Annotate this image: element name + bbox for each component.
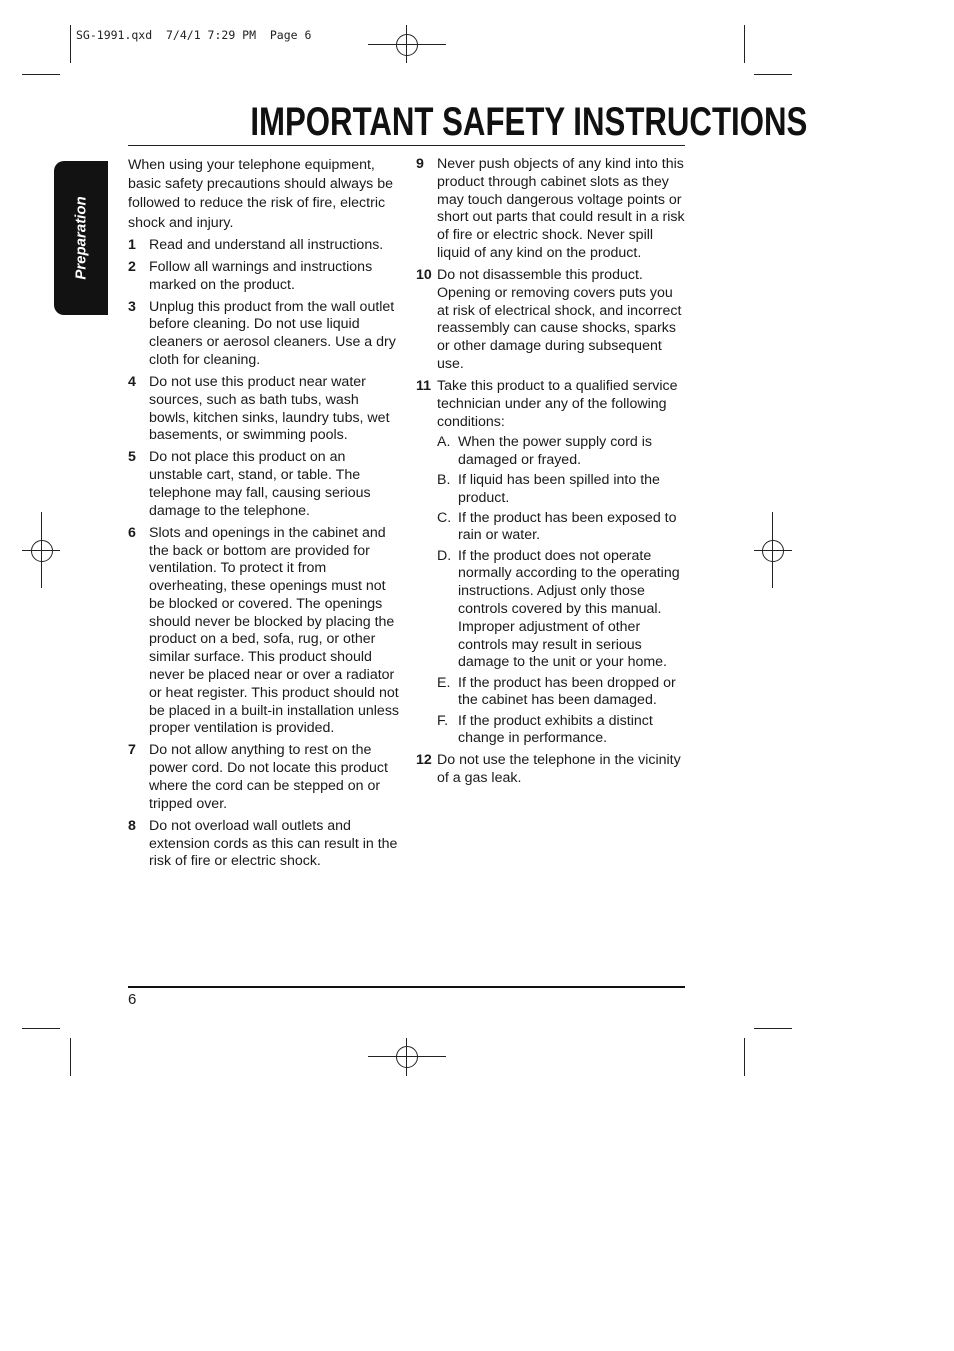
condition-item [437, 713, 688, 749]
instruction-list-left [128, 237, 400, 871]
condition-letter: C. [437, 509, 452, 526]
instruction-number: 4 [128, 373, 136, 390]
footer-rule [128, 986, 685, 988]
instruction-item [128, 818, 400, 871]
instruction-number: 2 [128, 258, 136, 275]
condition-text: When the power supply cord is damaged or frayed. [458, 433, 652, 468]
page-number: 6 [128, 991, 137, 1008]
condition-text: If liquid has been spilled into the product. [458, 471, 660, 506]
condition-item [437, 510, 688, 546]
instruction-number: 3 [128, 298, 136, 315]
instruction-text: Do not overload wall outlets and extension cords as this can result in the risk of fire or electric shock. [149, 817, 398, 870]
right-column [416, 156, 688, 792]
instruction-number: 12 [416, 752, 432, 769]
condition-item [437, 675, 688, 711]
condition-list [437, 434, 688, 749]
condition-text: If the product has been dropped or the cabinet has been damaged. [458, 674, 676, 709]
instruction-item [128, 742, 400, 813]
instruction-item [128, 374, 400, 445]
instruction-list-right [416, 156, 688, 788]
condition-item [437, 472, 688, 508]
instruction-text: Do not use this product near water sources, such as bath tubs, wash bowls, kitchen sinks, laundry tubs, wet basements, or swimming pools. [149, 373, 390, 444]
instruction-text: Never push objects of any kind into this product through cabinet slots as they may touch dangerous voltage points or short out parts that could result in a risk of fire or electric shock. Never spill liquid of any kind on the product. [437, 156, 685, 261]
instruction-text: Unplug this product from the wall outlet before cleaning. Do not use liquid cleaners or aerosol cleaners. Use a dry cloth for cleaning. [149, 298, 396, 368]
instruction-number: 9 [416, 156, 424, 172]
instruction-number: 6 [128, 524, 136, 541]
intro-paragraph: When using your telephone equipment, basic safety precautions should always be followed to reduce the risk of fire, electric shock and injury. [128, 157, 393, 231]
instruction-item [416, 267, 688, 374]
title-rule [128, 145, 685, 146]
condition-letter: E. [437, 674, 451, 691]
instruction-text: Follow all warnings and instructions marked on the product. [149, 258, 373, 293]
instruction-text: Do not use the telephone in the vicinity of a gas leak. [437, 752, 681, 787]
condition-letter: D. [437, 547, 452, 564]
instruction-text: Read and understand all instructions. [149, 236, 384, 253]
condition-text: If the product has been exposed to rain or water. [458, 509, 677, 544]
condition-text: If the product does not operate normally according to the operating instructions. Adjust only those controls covered by this manual. Improper adjustment of other controls may result in serious damage to the unit or your home. [458, 547, 680, 671]
print-slug: SG-1991.qxd 7/4/1 7:29 PM Page 6 [76, 28, 312, 42]
instruction-item [416, 378, 688, 748]
instruction-number: 8 [128, 817, 136, 834]
instruction-number: 11 [416, 377, 431, 394]
instruction-text: Do not disassemble this product. Opening or removing covers puts you at risk of electrical shock, and incorrect reassembly can cause shocks, sparks or other damage during subsequent use. [437, 266, 682, 372]
condition-letter: A. [437, 433, 451, 450]
instruction-text: Take this product to a qualified service technician under any of the following conditions: A. When the power supply cord is damaged or frayed. B. If liquid has been spilled into the product. C. If the product has been exposed to rain or water. D. If the product does not operate normally according to the operating instructions. Adjust only those controls covered by this manual. Improper adjustment of other controls may result in serious damage to the unit or your home. E. If the product has been dropped or the cabinet has been damaged. F. If the product exhibits a distinct change in performance. [437, 378, 688, 748]
condition-item [437, 548, 688, 673]
page-title: IMPORTANT SAFETY INSTRUCTIONS [250, 100, 808, 144]
section-tab-label: Preparation [72, 196, 90, 280]
instruction-number: 10 [416, 266, 432, 283]
instruction-text: Slots and openings in the cabinet and the back or bottom are provided for ventilation. To protect it from overheating, these openings must not be blocked or covered. The openings should never be blocked by placing the product on a bed, sofa, rug, or other similar surface. This product should never be placed near or over a radiator or heat register. This product should not be placed in a built-in installation unless proper ventilation is provided. [149, 524, 400, 737]
instruction-text: Do not place this product on an unstable cart, stand, or table. The telephone may fall, causing serious damage to the telephone. [149, 449, 371, 519]
instruction-number: 7 [128, 742, 136, 759]
instruction-item [128, 299, 400, 370]
condition-text: If the product exhibits a distinct change in performance. [458, 712, 653, 747]
instruction-item [416, 752, 688, 788]
instruction-number: 1 [128, 236, 136, 253]
instruction-item [128, 237, 400, 255]
condition-item [437, 434, 688, 470]
instruction-item [416, 156, 688, 263]
instruction-item [128, 525, 400, 739]
condition-letter: F. [437, 712, 449, 729]
instruction-item [128, 449, 400, 520]
condition-letter: B. [437, 471, 451, 488]
instruction-number: 5 [128, 449, 136, 466]
instruction-item [128, 259, 400, 295]
instruction-text: Do not allow anything to rest on the power cord. Do not locate this product where the cord can be stepped on or tripped over. [149, 742, 388, 812]
left-column [128, 156, 400, 875]
